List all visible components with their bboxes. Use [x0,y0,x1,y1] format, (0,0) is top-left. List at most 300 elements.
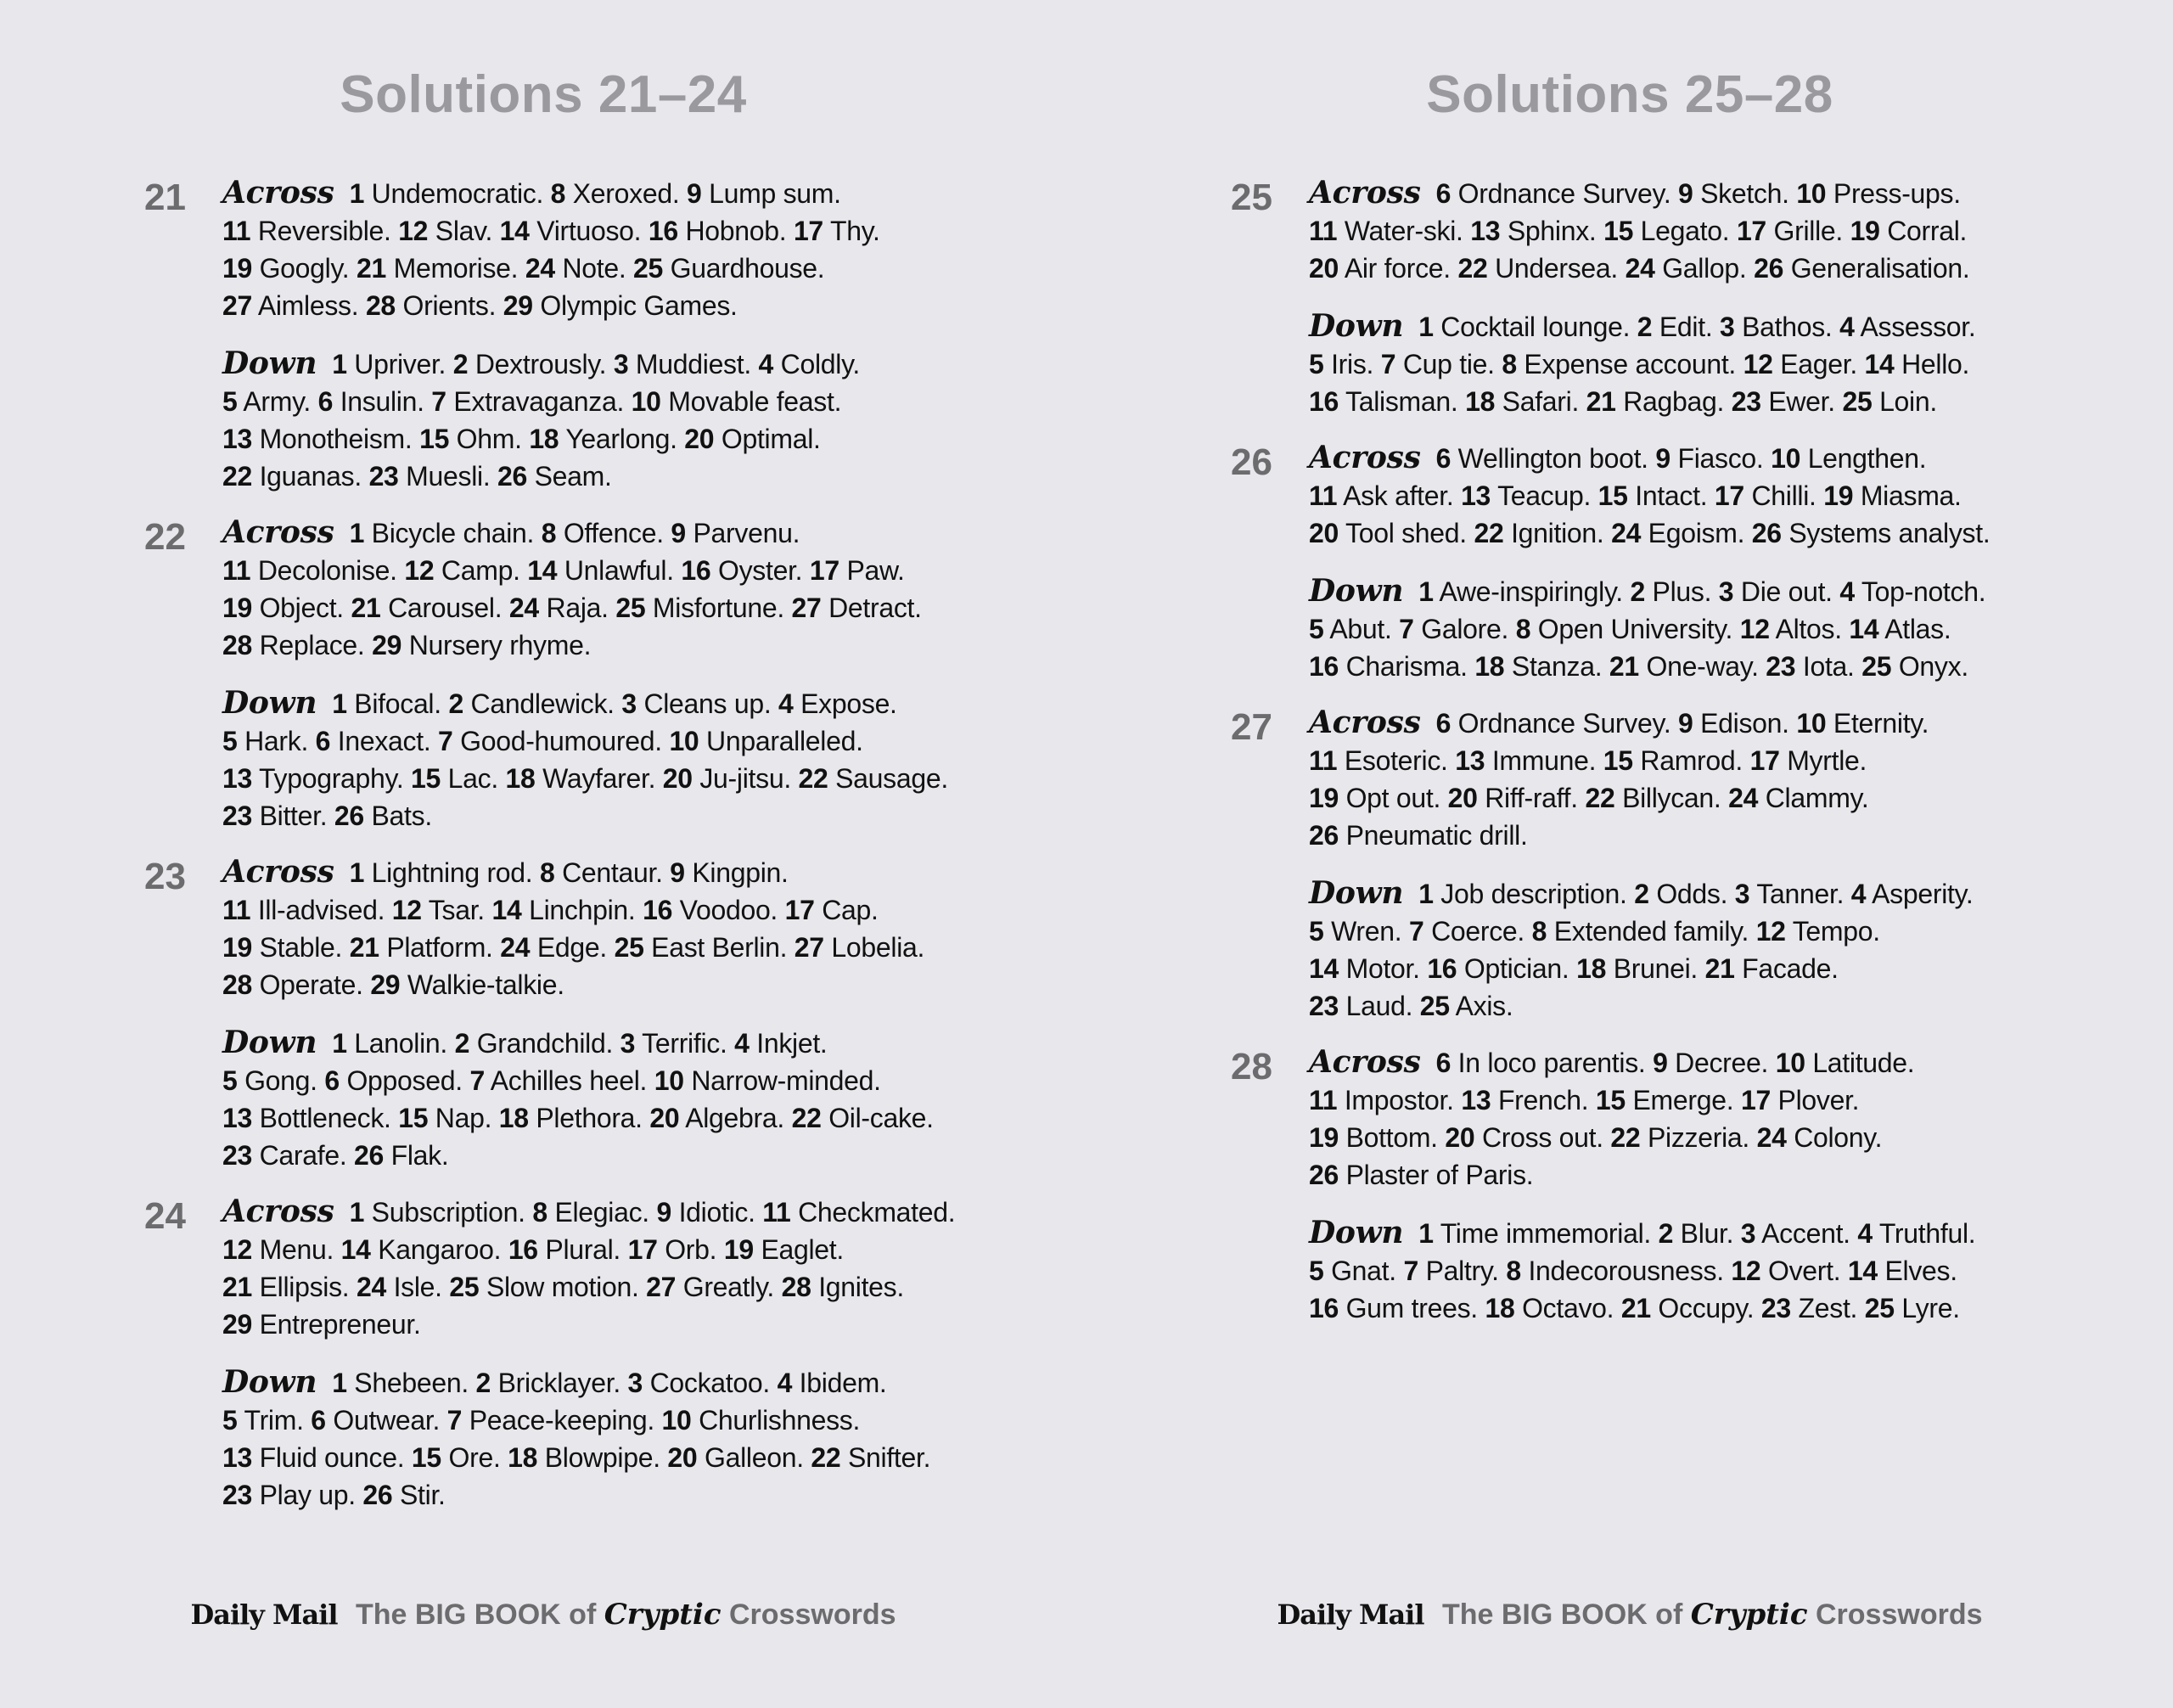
clue-number: 22 [1610,1122,1641,1153]
clue-number: 15 [419,424,450,454]
answer-text: Wayfarer. [542,763,656,794]
answer-entry [628,1368,770,1398]
answer-entry [1399,614,1508,644]
answer-text: Nursery rhyme. [408,630,592,660]
answer-entry [1637,312,1713,342]
answer-entry [1634,879,1727,909]
direction-label: Across [1309,440,1421,475]
answer-entry [542,518,664,548]
answer-text: Intact. [1635,480,1708,511]
answer-text: Water-ski. [1344,216,1463,246]
answer-text: Thy. [829,216,880,246]
answer-line [222,891,955,929]
clue-number: 5 [1309,614,1324,644]
answer-entry [1771,443,1926,474]
clue-number: 23 [222,1140,252,1171]
answer-text: Hello. [1901,349,1970,379]
answer-line [1309,1156,1990,1194]
answer-text: Axis. [1455,991,1513,1021]
clue-number: 12 [1731,1256,1761,1286]
clue-number: 25 [614,932,644,963]
clue-number: 24 [1756,1122,1787,1153]
answer-entry [1309,216,1463,246]
answer-text: Yearlong. [565,424,677,454]
answer-line [222,1268,955,1306]
answer-text: Billycan. [1622,783,1721,813]
answer-entry [734,1028,827,1059]
answer-entry [222,386,311,417]
answer-text: Eager. [1780,349,1857,379]
clue-number: 25 [1864,1293,1895,1323]
down-answers [1309,874,1990,1025]
answer-entry [497,461,612,492]
clue-number: 24 [1625,253,1655,284]
answer-entry [222,1309,421,1340]
answer-text: Bats. [371,801,432,831]
clue-number: 19 [1309,1122,1339,1153]
answer-entry [1754,253,1969,284]
direction-label: Down [1309,573,1404,609]
clue-number: 13 [222,424,252,454]
clue-number: 12 [1755,916,1786,947]
answer-line [1309,1082,1990,1119]
answer-line [222,1476,955,1514]
answer-text: Legato. [1640,216,1730,246]
clue-number: 4 [1839,312,1855,342]
answer-text: Peace-keeping. [469,1405,654,1436]
clue-number: 15 [1595,1085,1626,1115]
answer-line [222,684,955,722]
answer-line [1309,648,1990,685]
answer-entry [1678,178,1789,209]
answer-entry [529,424,677,454]
answer-entry [392,895,485,925]
answer-line [1309,383,1990,420]
clue-number: 22 [1457,253,1488,284]
answer-line [222,1306,955,1343]
answer-text: Paltry. [1425,1256,1499,1286]
answer-text: Coerce. [1431,916,1525,947]
answer-entry [669,726,862,756]
answer-text: Plus. [1652,576,1712,607]
clue-number: 21 [357,253,386,284]
clue-number: 3 [613,349,629,379]
clue-number: 28 [365,290,396,321]
answer-entry [810,555,905,586]
answer-text: Plover. [1777,1085,1860,1115]
answer-entry [412,1442,501,1473]
answer-text: Typography. [259,763,404,794]
answer-text: Operate. [259,969,363,1000]
answer-text: Teacup. [1497,480,1592,511]
clue-number: 20 [667,1442,698,1473]
answer-text: Miasma. [1860,480,1962,511]
clue-number: 25 [633,253,664,284]
direction-label: Down [222,1364,317,1400]
answer-line [1309,1119,1990,1156]
answer-entry [222,1103,391,1133]
answer-text: Colony. [1794,1122,1883,1153]
puzzle-number: 26 [1231,441,1272,483]
clue-number: 29 [370,969,401,1000]
answer-text: Odds. [1656,879,1728,909]
clue-number: 1 [332,1028,347,1059]
answer-line [222,174,955,212]
clue-number: 18 [1485,1293,1515,1323]
answer-entry [1741,1218,1850,1249]
answer-text: Ill-advised. [257,895,385,925]
clue-number: 5 [1309,349,1324,379]
clue-number: 2 [1634,879,1649,909]
answer-line [222,1363,955,1402]
answer-entry [1750,745,1867,776]
answer-text: Ore. [448,1442,501,1473]
answer-line [222,345,955,383]
answer-line [1309,779,1990,817]
answer-entry [654,1065,881,1096]
answer-entry [1465,386,1579,417]
answer-entry [1448,783,1578,813]
answer-text: Centaur. [562,857,663,888]
answer-text: Cockatoo. [649,1368,770,1398]
answer-entry [762,1197,955,1228]
answer-text: Opt out. [1345,783,1441,813]
clue-number: 19 [222,593,252,623]
daily-mail-logo: Daily Mail [190,1598,338,1631]
answer-text: Reversible. [257,216,391,246]
answer-line [222,420,955,458]
answer-line [1309,817,1990,854]
answer-entry [1309,349,1373,379]
answer-entry [222,1405,304,1436]
answer-entry [1737,216,1843,246]
clue-number: 6 [317,386,334,417]
clue-number: 1 [1418,312,1434,342]
answer-entry [1720,312,1833,342]
clue-number: 5 [222,1065,238,1096]
answer-entry [646,1272,774,1302]
across-answers [1309,439,1990,552]
answer-text: Altos. [1775,614,1842,644]
answer-text: Flak. [390,1140,449,1171]
clue-number: 23 [1760,1293,1791,1323]
puzzle-number: 21 [144,177,186,218]
puzzle-number: 27 [1231,706,1272,748]
answer-text: Onyx. [1898,651,1968,682]
answer-line [1309,913,1990,950]
answer-entry [332,1028,447,1059]
answer-entry [222,969,363,1000]
answer-entry [311,1405,440,1436]
answer-entry [1735,879,1844,909]
clue-number: 12 [404,555,435,586]
clue-number: 17 [1749,745,1780,776]
puzzle-number: 28 [1231,1046,1272,1087]
answer-text: Ohm. [456,424,522,454]
answer-text: Orb. [665,1234,717,1265]
clue-number: 15 [411,1442,441,1473]
answer-text: Press-ups. [1833,178,1961,209]
clue-number: 27 [794,932,824,963]
answer-line [222,722,955,760]
clue-number: 12 [222,1234,252,1265]
answer-text: Hark. [244,726,309,756]
answer-line [1309,212,1990,250]
answer-text: Oyster. [717,555,803,586]
answer-entry [1626,253,1747,284]
answer-text: Note. [562,253,626,284]
answer-entry [1309,953,1420,984]
clue-number: 29 [503,290,533,321]
answer-entry [1403,1256,1498,1286]
answer-entry [1457,253,1618,284]
down-answers [1309,307,1990,420]
answer-text: Pizzeria. [1647,1122,1749,1153]
clue-number: 19 [1850,216,1880,246]
direction-label: Across [222,514,334,550]
answer-entry [366,290,496,321]
answer-text: Lanolin. [354,1028,447,1059]
clue-number: 12 [398,216,429,246]
clue-number: 8 [1506,1256,1521,1286]
page-title: Solutions 21–24 [340,65,747,124]
answer-text: Ordnance Survey. [1457,178,1671,209]
answer-text: Memorise. [393,253,519,284]
answer-entry [350,518,535,548]
clue-number: 18 [508,1442,538,1473]
answer-text: Cleans up. [643,688,772,719]
answer-entry [222,593,344,623]
clue-number: 18 [1576,953,1607,984]
clue-number: 10 [631,386,661,417]
answer-text: Checkmated. [798,1197,956,1228]
answer-entry [222,763,403,794]
answer-text: Wren. [1331,916,1402,947]
clue-number: 20 [1309,253,1339,284]
clue-number: 1 [1418,1218,1434,1249]
answer-text: Walkie-talkie. [407,969,564,1000]
answer-text: Accent. [1761,1218,1850,1249]
answer-entry [643,895,778,925]
clue-number: 11 [1309,1085,1338,1115]
answer-text: Churlishness. [699,1405,861,1436]
answer-entry [681,555,802,586]
answer-text: Grandchild. [476,1028,614,1059]
answer-entry [1474,518,1604,548]
direction-label: Across [1309,1044,1421,1080]
clue-number: 11 [222,895,251,925]
answer-text: Cup tie. [1402,349,1495,379]
clue-number: 6 [1435,178,1451,209]
answer-entry [1621,1293,1755,1323]
clue-number: 3 [627,1368,643,1398]
answer-entry [614,349,751,379]
answer-entry [469,1065,647,1096]
clue-number: 22 [798,763,828,794]
answer-text: Impostor. [1344,1085,1454,1115]
answer-entry [503,290,738,321]
clue-number: 27 [222,290,252,321]
answer-entry [222,461,362,492]
answer-text: Bitter. [259,801,328,831]
clue-number: 21 [222,1272,252,1302]
answer-entry [532,1197,649,1228]
clue-number: 27 [646,1272,677,1302]
answer-entry [1309,820,1528,851]
answer-text: Octavo. [1522,1293,1614,1323]
clue-number: 9 [1678,708,1693,739]
clue-number: 25 [1419,991,1450,1021]
answer-text: Menu. [259,1234,334,1265]
answer-text: Plaster of Paris. [1345,1160,1534,1190]
answer-entry [778,1368,887,1398]
answer-entry [1732,386,1835,417]
clue-number: 11 [222,216,251,246]
answer-entry [332,688,441,719]
answer-line [1309,514,1990,552]
answer-entry [509,593,609,623]
answer-entry [1865,349,1970,379]
clue-number: 8 [541,518,557,548]
clue-number: 1 [332,349,347,379]
clue-number: 9 [1653,1048,1668,1078]
answer-text: Cap. [822,895,879,925]
left-page [0,0,1086,1708]
answer-text: Tanner. [1756,879,1845,909]
direction-label: Down [1309,308,1404,344]
answer-text: Isle. [393,1272,442,1302]
answer-text: Unparalleled. [706,726,863,756]
answer-entry [222,253,349,284]
answer-entry [1839,576,1985,607]
clue-number: 10 [1796,178,1827,209]
answer-text: Platform. [386,932,493,963]
answer-entry [1409,916,1524,947]
puzzle-solution-28 [1231,1043,1990,1327]
clue-number: 9 [1655,443,1670,474]
answer-entry [667,1442,803,1473]
clue-number: 21 [1704,953,1735,984]
answer-entry [1309,1293,1478,1323]
answer-text: Raja. [546,593,609,623]
answer-text: Misfortune. [652,593,784,623]
answer-entry [1610,1122,1749,1153]
answer-entry [222,555,397,586]
clue-number: 6 [1435,1048,1451,1078]
answer-text: Coldly. [780,349,860,379]
answer-text: Optician. [1463,953,1569,984]
answer-entry [370,969,564,1000]
clue-number: 15 [1603,216,1634,246]
clue-number: 17 [627,1234,658,1265]
answer-entry [350,1197,525,1228]
answer-entry [1741,1085,1859,1115]
answer-entry [357,253,518,284]
answer-entry [398,1103,491,1133]
across-answers [222,853,955,1003]
clue-number: 6 [1435,443,1451,474]
clue-number: 9 [1678,178,1693,209]
answer-entry [351,593,502,623]
clue-number: 18 [529,424,559,454]
answer-line [222,250,955,287]
clue-number: 2 [1637,312,1653,342]
clue-number: 21 [349,932,379,963]
answer-text: Bottom. [1345,1122,1438,1153]
answer-text: Kingpin. [692,857,789,888]
answer-text: French. [1497,1085,1589,1115]
answer-text: Esoteric. [1344,745,1448,776]
answer-text: Voodoo. [679,895,778,925]
clue-number: 2 [1658,1218,1674,1249]
clue-number: 7 [1403,1256,1418,1286]
answer-entry [316,726,431,756]
clue-number: 28 [781,1272,811,1302]
answer-entry [1309,614,1392,644]
clue-number: 4 [778,688,794,719]
answer-line [222,458,955,495]
clue-number: 22 [811,1442,841,1473]
answer-entry [350,178,544,209]
direction-label: Down [1309,875,1404,911]
clue-number: 16 [1427,953,1457,984]
answer-text: Googly. [259,253,350,284]
answer-line [222,1099,955,1137]
answer-entry [1461,1085,1588,1115]
answer-text: Myrtle. [1787,745,1867,776]
clue-number: 1 [332,1368,347,1398]
answer-line [1309,610,1990,648]
answer-entry [447,1405,654,1436]
answer-text: Riff-raff. [1485,783,1578,813]
answer-text: Chilli. [1751,480,1816,511]
clue-number: 6 [315,726,331,756]
clue-number: 2 [454,1028,470,1059]
across-answers [222,174,955,324]
answer-text: Ramrod. [1640,745,1743,776]
answer-text: Detract. [828,593,922,623]
answer-text: Insulin. [340,386,424,417]
answer-text: Greatly. [682,1272,774,1302]
answer-text: Kangaroo. [378,1234,502,1265]
answer-entry [1516,614,1732,644]
answer-entry [398,216,492,246]
clue-number: 1 [349,178,365,209]
answer-entry [1761,1293,1857,1323]
answer-text: Replace. [259,630,365,660]
puzzle-number: 25 [1231,177,1272,218]
direction-label: Across [1309,175,1421,211]
answer-text: Guardhouse. [670,253,825,284]
across-answers [222,1193,955,1343]
answer-entry [369,461,491,492]
answer-text: Fiasco. [1677,443,1764,474]
answer-text: Corral. [1887,216,1968,246]
puzzle-solution-21 [144,174,955,495]
answer-line [1309,346,1990,383]
answer-entry [1506,1256,1723,1286]
answer-entry [404,555,519,586]
answer-entry [341,1234,502,1265]
clue-number: 27 [791,593,822,623]
clue-number: 8 [1502,349,1517,379]
answer-entry [222,290,358,321]
answer-entry [527,555,674,586]
answer-text: Sketch. [1700,178,1789,209]
answer-line [1309,742,1990,779]
clue-number: 14 [1849,614,1879,644]
answer-text: Entrepreneur. [259,1309,421,1340]
